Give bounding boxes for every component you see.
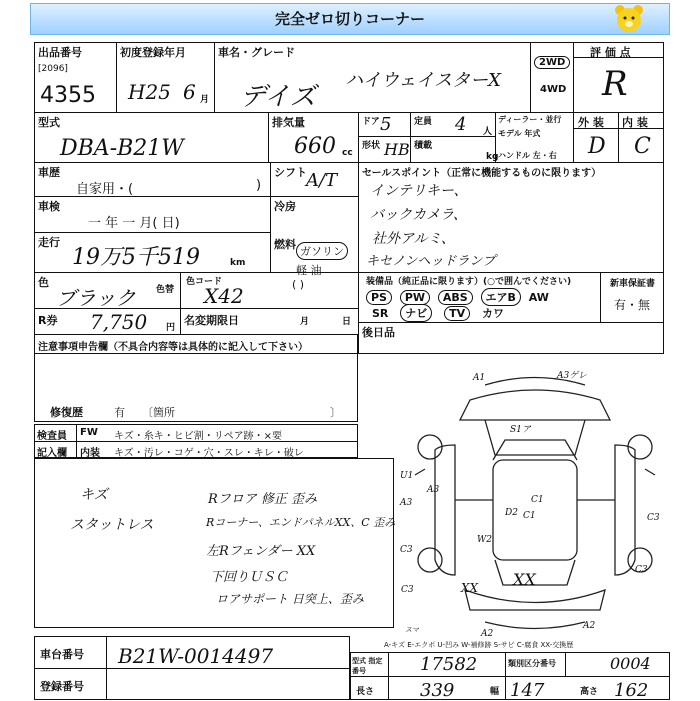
door-label: ドア bbox=[362, 117, 380, 127]
sales-point-2: バックカメラ、 bbox=[370, 207, 467, 223]
width-value: 147 bbox=[510, 680, 545, 701]
car-damage-diagram bbox=[395, 360, 670, 640]
tone-label: 色替 bbox=[156, 285, 175, 295]
remark-1: キズ bbox=[80, 487, 108, 503]
diagram-mark-suma: スマ bbox=[405, 626, 419, 634]
diagram-mark-w2: W2 bbox=[477, 535, 492, 545]
diagram-mark-a1: A1 bbox=[473, 373, 486, 383]
interior-value: C bbox=[634, 134, 651, 159]
diagram-mark-xx-1: XX bbox=[513, 570, 536, 589]
interior-insp-items: キズ・汚レ・コゲ・穴・スレ・キレ・破レ bbox=[114, 448, 304, 459]
damage-legend: A-キズ E-エクボ U-凹み W-補修跡 S-サビ C-腐食 XX-交換歴 bbox=[384, 641, 574, 649]
height-value: 162 bbox=[614, 680, 649, 701]
chassis-number: B21W-0014497 bbox=[118, 644, 274, 668]
diagram-mark-a2-2: A2 bbox=[481, 629, 494, 639]
inspection-label: 車検 bbox=[38, 200, 60, 213]
recycle-unit: 円 bbox=[166, 323, 176, 333]
score-value: R bbox=[602, 64, 628, 104]
model-label: 型式 bbox=[38, 116, 60, 129]
recycle-value: 7,750 bbox=[90, 310, 148, 334]
mileage-value: 19万5千519 bbox=[72, 245, 200, 270]
length-label: 長さ bbox=[356, 687, 375, 697]
recycle-label: R券 bbox=[38, 314, 58, 327]
exterior-label: 外 装 bbox=[578, 116, 604, 129]
equip-pw: PW bbox=[400, 290, 430, 305]
handle-label: ハンドル 左・右 bbox=[498, 151, 557, 160]
fw-label: FW bbox=[80, 427, 98, 438]
fuel-other: ( ) bbox=[292, 278, 305, 291]
diagram-mark-a3-3: A3 bbox=[427, 485, 440, 495]
later-items-label: 後日品 bbox=[362, 326, 395, 339]
ac-label: 冷房 bbox=[274, 200, 296, 213]
repair-history-place: 〔箇所 bbox=[142, 406, 175, 419]
name-change-day: 日 bbox=[342, 317, 352, 327]
month-unit: 月 bbox=[200, 95, 210, 105]
equip-sr: SR bbox=[372, 307, 389, 320]
new-car-warranty-value: 有・無 bbox=[614, 298, 651, 312]
inspection-value: 一 年 一 月( 日) bbox=[88, 216, 180, 231]
damage-note-1: Rフロア 修正 歪み bbox=[208, 492, 318, 507]
diagram-mark-s1: S1ア bbox=[510, 425, 531, 435]
type-designation-label: 型式 指定番号 bbox=[352, 657, 383, 675]
equip-aw: AW bbox=[528, 291, 549, 304]
load-label: 積載 bbox=[414, 141, 433, 151]
damage-note-3: 左Rフェンダー XX bbox=[206, 544, 316, 559]
color-label: 色 bbox=[38, 276, 49, 289]
diagram-mark-c3-1: C3 bbox=[647, 513, 660, 523]
shift-value: A/T bbox=[306, 170, 338, 191]
fuel-gasoline: ガソリン bbox=[296, 242, 348, 260]
interior-label: 内 装 bbox=[622, 116, 648, 129]
score-label: 評 価 点 bbox=[590, 46, 631, 59]
lot-label: 出品番号 bbox=[38, 46, 82, 59]
door-value: 5 bbox=[380, 114, 392, 135]
inspector-label-1: 検査員 bbox=[37, 431, 67, 442]
mascot-bear-right-icon bbox=[612, 3, 646, 35]
drive-2wd: 2WD bbox=[534, 56, 570, 69]
capacity-label: 定員 bbox=[414, 117, 433, 127]
damage-note-4: 下回りＵＳＣ bbox=[210, 570, 289, 585]
displacement-unit: cc bbox=[342, 148, 353, 158]
car-name-label: 車名・グレード bbox=[218, 46, 295, 59]
notes-title: 注意事項申告欄（不具合内容等は具体的に記入して下さい） bbox=[38, 342, 308, 353]
diagram-mark-c1-1: C1 bbox=[531, 495, 544, 505]
drive-4wd: 4WD bbox=[540, 84, 567, 95]
displacement-label: 排気量 bbox=[272, 116, 305, 129]
lot-number: 4355 bbox=[40, 83, 96, 108]
class-number-label: 類別区分番号 bbox=[508, 659, 556, 668]
shift-label: シフト bbox=[274, 166, 307, 179]
sales-point-3: 社外アルミ、 bbox=[372, 231, 455, 247]
lot-sub: [2096] bbox=[38, 64, 68, 74]
diagram-mark-c3-4: C3 bbox=[401, 585, 414, 595]
diagram-mark-a3-1: A3ゲレ bbox=[557, 371, 588, 381]
first-registration-label: 初度登録年月 bbox=[120, 46, 186, 59]
sales-point-1: インテリキー、 bbox=[370, 183, 468, 199]
first-registration-year: H25 bbox=[128, 80, 171, 104]
capacity-value: 4 bbox=[455, 114, 467, 135]
remark-2: スタットレス bbox=[70, 517, 154, 533]
chassis-label: 車台番号 bbox=[40, 648, 84, 661]
equip-ps: PS bbox=[366, 290, 392, 305]
name-change-month: 月 bbox=[300, 317, 310, 327]
banner-title: 完全ゼロ切りコーナー bbox=[30, 3, 670, 35]
use-value: 自家用・( bbox=[76, 182, 134, 197]
mileage-unit: km bbox=[230, 258, 246, 268]
interior-insp-label: 内装 bbox=[80, 448, 100, 459]
diagram-mark-c3-3: C3 bbox=[635, 565, 648, 575]
use-close: ) bbox=[256, 178, 262, 193]
equip-abs: ABS bbox=[438, 290, 473, 305]
height-label: 高さ bbox=[580, 687, 599, 697]
repair-history-label: 修復歴 bbox=[50, 406, 83, 419]
color-code-label: 色コード bbox=[186, 277, 223, 287]
diagram-mark-c3-2: C3 bbox=[400, 545, 413, 555]
diagram-mark-a3-2: A3 bbox=[400, 498, 413, 508]
displacement-value: 660 bbox=[294, 134, 336, 159]
class-number: 0004 bbox=[610, 654, 651, 673]
use-label: 車歴 bbox=[38, 166, 60, 179]
diagram-mark-c1-2: C1 bbox=[523, 511, 536, 521]
car-grade: ハイウェイスターX bbox=[345, 70, 501, 91]
repair-history-close: 〕 bbox=[330, 406, 341, 419]
diagram-mark-xx-2: XX bbox=[461, 581, 479, 595]
damage-note-2: Rコーナー、エンドパネルXX、C 歪み bbox=[206, 516, 396, 529]
type-designation-number: 17582 bbox=[420, 654, 478, 675]
fuel-label: 燃料 bbox=[274, 238, 296, 251]
sales-points-label: セールスポイント（正常に機能するものに限ります） bbox=[362, 168, 602, 179]
shape-value: HB bbox=[384, 140, 410, 159]
diagram-mark-a2-1: A2 bbox=[583, 621, 596, 631]
dealer-label: ディーラー・並行 bbox=[498, 115, 562, 124]
equipment-label: 装備品（純正品に限ります）(○で囲んでください) bbox=[366, 277, 572, 287]
car-name: デイズ bbox=[240, 82, 316, 112]
registration-label: 登録番号 bbox=[40, 680, 84, 693]
diagram-mark-u1: U1 bbox=[400, 471, 414, 481]
inspector-label-2: 記入欄 bbox=[37, 448, 67, 459]
repair-history-value: 有 bbox=[114, 406, 125, 419]
equip-navi: ナビ bbox=[400, 304, 432, 322]
model-value: DBA-B21W bbox=[60, 136, 184, 161]
equip-tv: TV bbox=[444, 306, 470, 321]
mileage-label: 走行 bbox=[38, 236, 60, 249]
exterior-value: D bbox=[588, 134, 606, 159]
fuel-diesel: 軽 油 bbox=[296, 264, 322, 277]
equip-leather: カワ bbox=[481, 307, 504, 320]
equipment-row-2 bbox=[372, 304, 504, 322]
first-registration-month: 6 bbox=[183, 80, 196, 104]
equip-airbag: エアB bbox=[481, 288, 521, 306]
shape-label: 形状 bbox=[362, 141, 381, 151]
model-year-label: モデル 年式 bbox=[498, 129, 541, 138]
damage-note-5: ロアサポート 日突上、歪み bbox=[216, 592, 364, 606]
name-change-label: 名変期限日 bbox=[184, 314, 239, 327]
color-value: ブラック bbox=[56, 286, 136, 310]
color-code-value: X42 bbox=[204, 284, 244, 308]
load-unit: kg bbox=[486, 152, 499, 162]
width-label: 幅 bbox=[490, 687, 500, 697]
new-car-warranty-label: 新車保証書 bbox=[610, 279, 656, 289]
capacity-unit: 人 bbox=[483, 127, 493, 137]
diagram-mark-d2: D2 bbox=[505, 508, 518, 518]
length-value: 339 bbox=[420, 680, 455, 701]
sales-point-4: キセノンヘッドランプ bbox=[366, 254, 496, 269]
fw-items: キズ・糸キ・ヒビ割・リペア跡・×要 bbox=[114, 431, 282, 442]
